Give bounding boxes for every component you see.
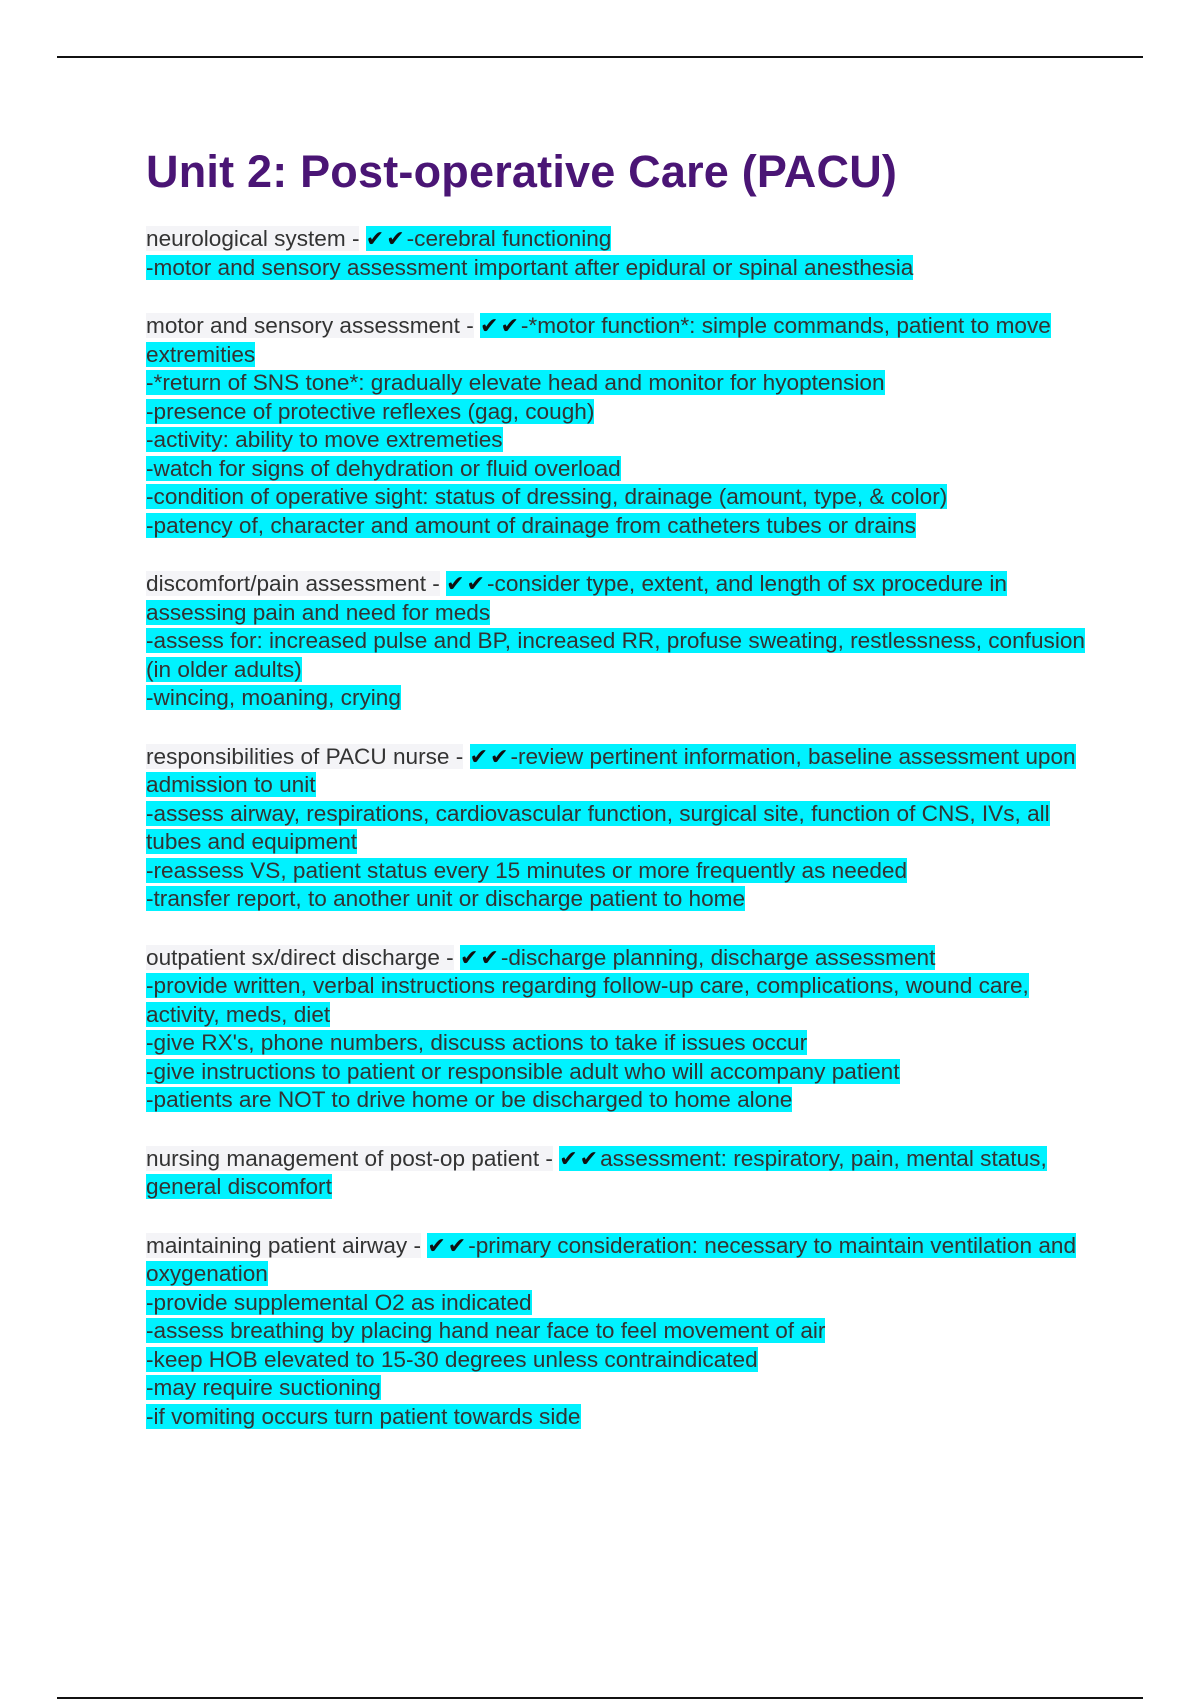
document-body [146,146,1106,1461]
flashcard [146,1232,1106,1432]
double-check-icon: ✔✔ [365,226,407,251]
card-definition-line: -assess breathing by placing hand near face to feel movement of air [146,1318,826,1343]
card-definition-line: -give instructions to patient or responsible adult who will accompany patient [146,1058,900,1084]
card-definition-line: -condition of operative sight: status of dressing, drainage (amount, type, & color) [146,484,948,509]
card-definition-line: -*motor function*: simple commands, patient to move extremities [146,313,1051,367]
card-definition-line: -keep HOB elevated to 15-30 degrees unless contraindicated [146,1346,758,1372]
card-definition-line: -motor and sensory assessment important after epidural or spinal anesthesia [146,254,914,280]
double-check-icon: ✔✔ [459,944,501,970]
card-definition-line: -cerebral functioning [406,226,612,251]
card-term: maintaining patient airway - [146,1232,422,1258]
card-definition-line: -patients are NOT to drive home or be discharged to home alone [146,1087,793,1112]
card-definition-line: -give RX's, phone numbers, discuss actions to take if issues occur [146,1030,808,1055]
card-definition-line: -provide supplemental O2 as indicated [146,1289,532,1315]
card-definition-line: -primary consideration: necessary to maintain ventilation and oxygenation [146,1232,1077,1286]
top-rule [57,56,1143,58]
flashcard [146,743,1106,914]
card-definition-line: -*return of SNS tone*: gradually elevate head and monitor for hyoptension [146,370,885,395]
flashcard [146,1145,1106,1202]
card-term: nursing management of post-op patient - [146,1145,553,1171]
card-term: discomfort/pain assessment - [146,571,440,596]
card-term: outpatient sx/direct discharge - [146,944,454,970]
bottom-rule [57,1697,1143,1699]
card-term: neurological system - [146,226,360,251]
flashcard [146,312,1106,540]
card-definition-line: -activity: ability to move extremeties [146,427,503,452]
card-definition-line: -discharge planning, discharge assessment [500,944,936,970]
card-definition-line: -presence of protective reflexes (gag, cough) [146,398,595,424]
card-term: motor and sensory assessment - [146,313,474,338]
card-definition-line: -if vomiting occurs turn patient towards side [146,1403,581,1429]
flashcard [146,225,1106,282]
double-check-icon: ✔✔ [427,1232,469,1258]
card-definition-line: -watch for signs of dehydration or fluid overload [146,455,621,481]
double-check-icon: ✔✔ [446,571,487,596]
page-title: Unit 2: Post-operative Care (PACU) [146,146,898,197]
double-check-icon: ✔✔ [559,1145,601,1171]
card-definition-line: -wincing, moaning, crying [146,685,401,710]
card-definition-line: -review pertinent information, baseline assessment upon admission to unit [146,743,1076,797]
flashcard [146,570,1106,713]
card-definition-line: -reassess VS, patient status every 15 minutes or more frequently as needed [146,857,908,883]
double-check-icon: ✔✔ [469,743,511,769]
card-definition-line: -provide written, verbal instructions regarding follow-up care, complications, wound care, activity, meds, diet [146,973,1029,1027]
flashcard [146,944,1106,1115]
card-term: responsibilities of PACU nurse - [146,743,464,769]
card-definition-line: assessment: respiratory, pain, mental status, general discomfort [146,1145,1047,1199]
card-definition-line: -may require suctioning [146,1375,381,1400]
double-check-icon: ✔✔ [480,313,521,338]
card-definition-line: -consider type, extent, and length of sx procedure in assessing pain and need for meds [146,571,1007,625]
flashcard-list [146,225,1106,1431]
card-definition-line: -patency of, character and amount of drainage from catheters tubes or drains [146,512,916,538]
card-definition-line: -transfer report, to another unit or discharge patient to home [146,886,746,911]
card-definition-line: -assess airway, respirations, cardiovascular function, surgical site, function of CNS, IVs, all tubes and equipment [146,800,1050,854]
card-definition-line: -assess for: increased pulse and BP, increased RR, profuse sweating, restlessness, confusion (in older adults) [146,628,1085,682]
